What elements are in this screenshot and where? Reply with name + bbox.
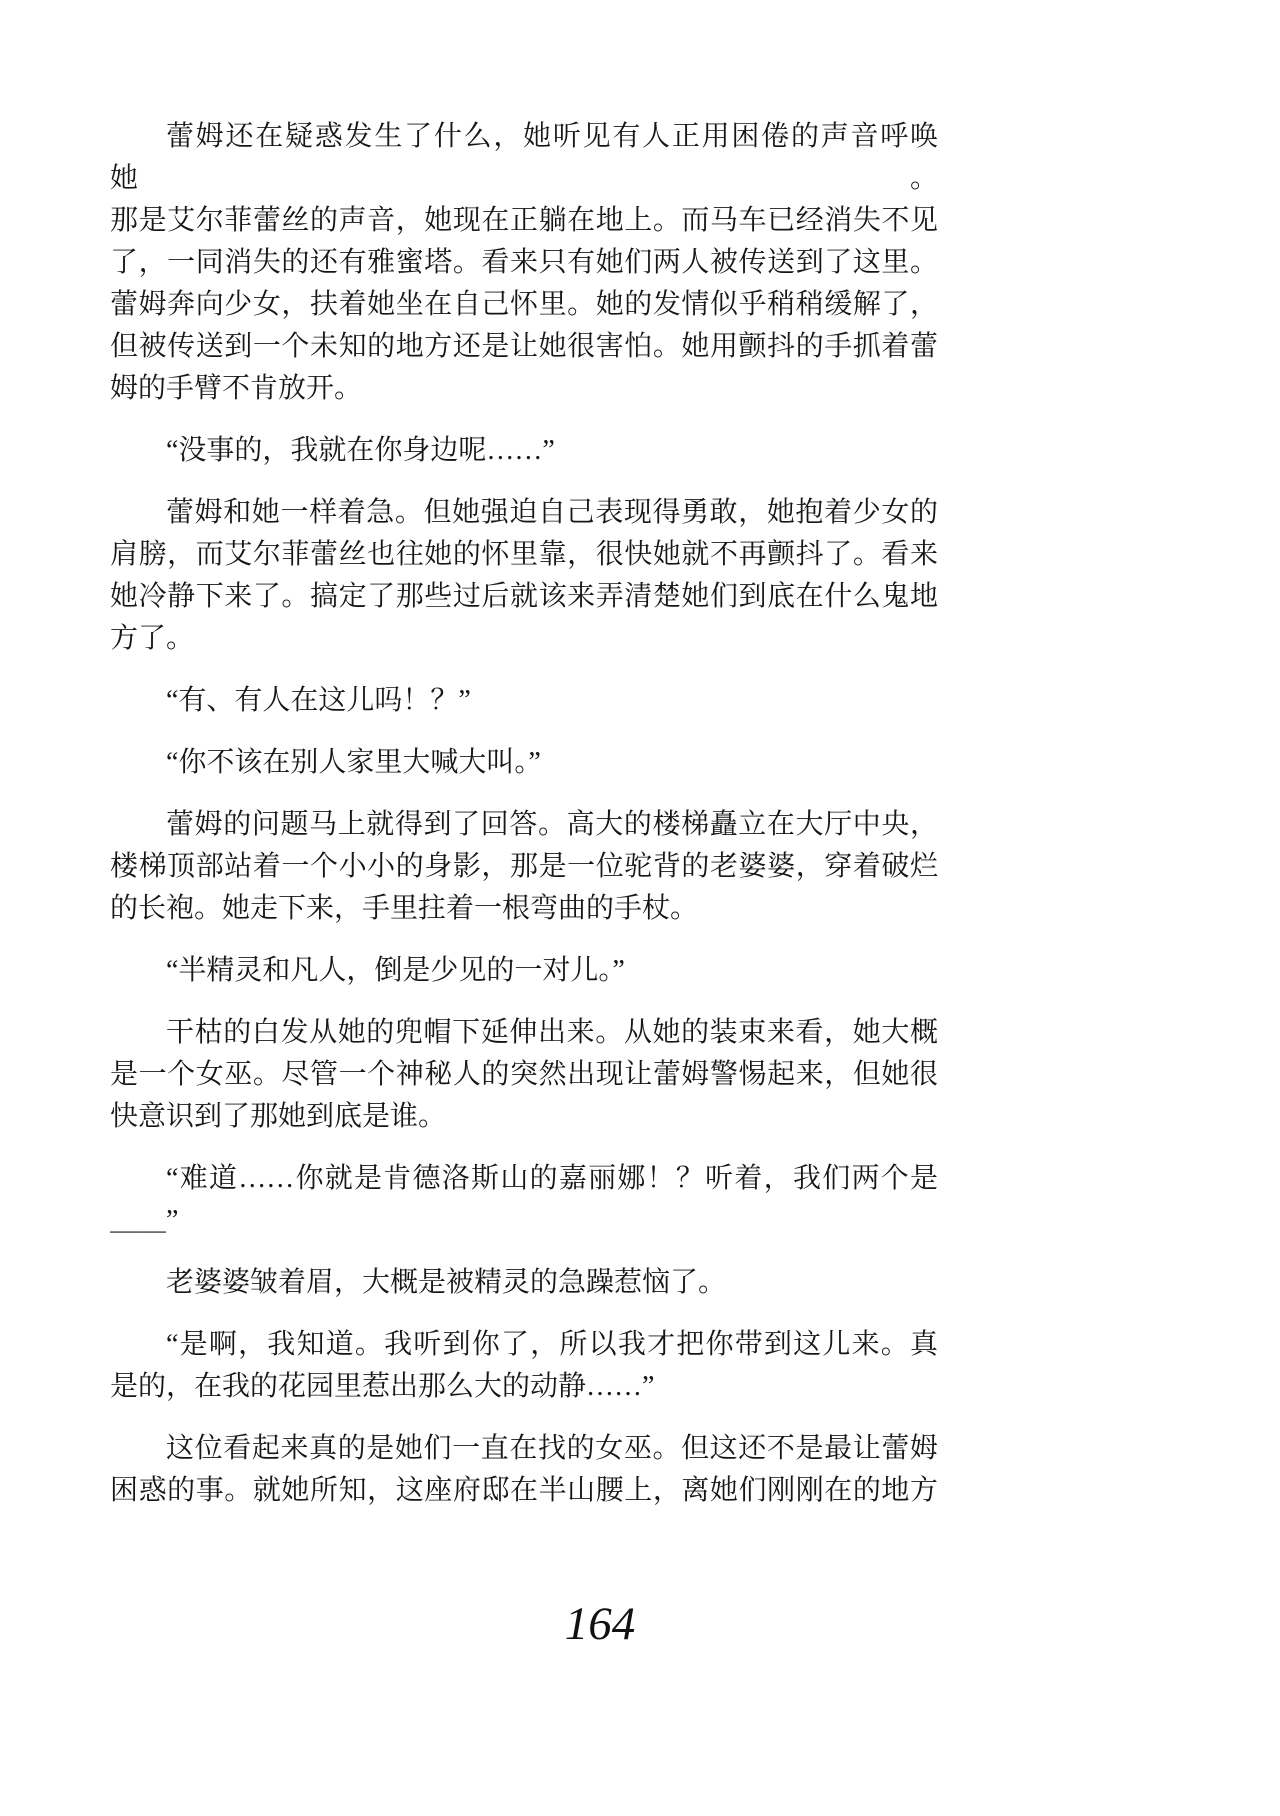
text-line: 这位看起来真的是她们一直在找的女巫。但这还不是最让蕾姆 bbox=[166, 1433, 938, 1464]
text-line: 干枯的白发从她的兜帽下延伸出来。从她的装束来看，她大概 bbox=[166, 1017, 938, 1048]
paragraph bbox=[110, 1324, 938, 1408]
paragraph bbox=[110, 680, 938, 722]
paragraph bbox=[110, 492, 938, 660]
text-line: “你不该在别人家里大喊大叫。” bbox=[166, 747, 541, 778]
text-line: 老婆婆皱着眉，大概是被精灵的急躁惹恼了。 bbox=[166, 1267, 727, 1298]
text-line: 方了。 bbox=[110, 623, 195, 654]
paragraph bbox=[110, 430, 938, 472]
text-line: 肩膀，而艾尔菲蕾丝也往她的怀里靠，很快她就不再颤抖了。看来 bbox=[110, 539, 938, 570]
text-line: 是一个女巫。尽管一个神秘人的突然出现让蕾姆警惕起来，但她很 bbox=[110, 1059, 938, 1090]
paragraph bbox=[110, 1012, 938, 1138]
paragraph bbox=[110, 1158, 938, 1242]
paragraph bbox=[110, 116, 938, 410]
paragraph bbox=[110, 1262, 938, 1304]
text-line: “是啊，我知道。我听到你了，所以我才把你带到这儿来。真 bbox=[166, 1329, 938, 1360]
paragraph bbox=[110, 742, 938, 784]
text-line: 但被传送到一个未知的地方还是让她很害怕。她用颤抖的手抓着蕾 bbox=[110, 331, 938, 362]
text-line: ＿＿” bbox=[110, 1205, 179, 1236]
text-line: “有、有人在这儿吗！？” bbox=[166, 685, 471, 716]
paragraph bbox=[110, 804, 938, 930]
text-line: 的长袍。她走下来，手里拄着一根弯曲的手杖。 bbox=[110, 893, 699, 924]
page-number: 164 bbox=[564, 1598, 636, 1650]
text-line: 快意识到了那她到底是谁。 bbox=[110, 1101, 447, 1132]
text-line: 困惑的事。就她所知，这座府邸在半山腰上，离她们刚刚在的地方 bbox=[110, 1475, 938, 1506]
page-text bbox=[110, 116, 938, 1532]
text-line: 楼梯顶部站着一个小小的身影，那是一位驼背的老婆婆，穿着破烂 bbox=[110, 851, 938, 882]
text-line: 姆的手臂不肯放开。 bbox=[110, 373, 363, 404]
text-line: 蕾姆的问题马上就得到了回答。高大的楼梯矗立在大厅中央， bbox=[166, 809, 938, 840]
paragraph bbox=[110, 1428, 938, 1512]
text-line: “没事的，我就在你身边呢……” bbox=[166, 435, 555, 466]
text-line: 蕾姆和她一样着急。但她强迫自己表现得勇敢，她抱着少女的 bbox=[166, 497, 938, 528]
text-line: 蕾姆奔向少女，扶着她坐在自己怀里。她的发情似乎稍稍缓解了， bbox=[110, 289, 938, 320]
text-line: 蕾姆还在疑惑发生了什么，她听见有人正用困倦的声音呼唤她。 bbox=[110, 121, 938, 194]
text-line: 了，一同消失的还有雅蜜塔。看来只有她们两人被传送到了这里。 bbox=[110, 247, 938, 278]
text-line: 她冷静下来了。搞定了那些过后就该来弄清楚她们到底在什么鬼地 bbox=[110, 581, 938, 612]
text-line: 那是艾尔菲蕾丝的声音，她现在正躺在地上。而马车已经消失不见 bbox=[110, 205, 938, 236]
text-line: “难道……你就是肯德洛斯山的嘉丽娜！？听着，我们两个是 bbox=[166, 1163, 938, 1194]
text-line: “半精灵和凡人，倒是少见的一对儿。” bbox=[166, 955, 625, 986]
text-line: 是的，在我的花园里惹出那么大的动静……” bbox=[110, 1371, 655, 1402]
paragraph bbox=[110, 950, 938, 992]
